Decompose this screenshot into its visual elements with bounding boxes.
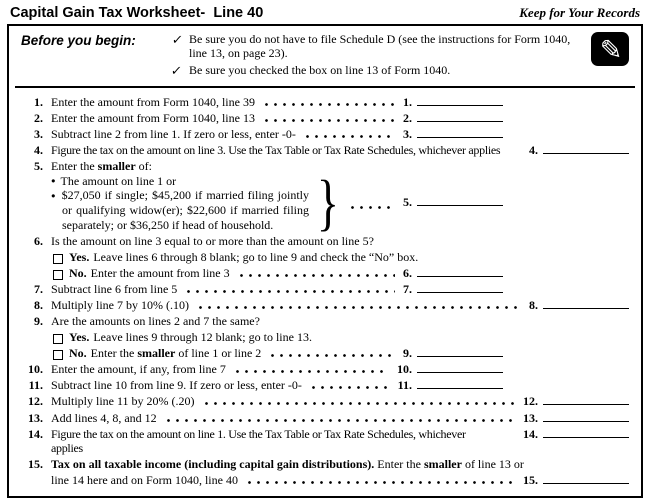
text-segment: Enter the <box>374 456 424 471</box>
answer-blank-12[interactable] <box>543 421 629 422</box>
answer-blank-13[interactable] <box>543 437 629 438</box>
answer-label: 1. <box>403 94 412 109</box>
text-segment: Leave lines 9 through 12 blank; go to line 13. <box>93 330 312 345</box>
worksheet-line-2 <box>17 112 631 126</box>
text-segment: Leave lines 6 through 8 blank; go to line 9 and check the “No” box. <box>93 249 419 264</box>
answer-label: 8. <box>529 297 538 312</box>
text-segment: Multiply line 11 by 20% (.20) <box>51 394 195 409</box>
text-segment: Enter the amount from Form 1040, line 13 <box>51 110 255 125</box>
line-text <box>51 379 302 393</box>
line-text-head <box>51 160 503 174</box>
answer-field <box>403 283 503 297</box>
answer-field <box>403 347 503 361</box>
line-number: 13. <box>28 410 43 425</box>
worksheet-box <box>7 24 643 498</box>
worksheet-line-4 <box>17 144 631 158</box>
answer-field <box>398 379 503 393</box>
worksheet-line-8 <box>17 299 631 313</box>
answer-label: 13. <box>523 410 538 425</box>
text-segment: Subtract line 10 from line 9. If zero or less, enter -0- <box>51 378 302 393</box>
text-segment: Enter the <box>90 346 138 361</box>
text-segment: Enter the amount from line 3 <box>90 265 230 280</box>
answer-label: 2. <box>403 110 412 125</box>
answer-blank-0[interactable] <box>417 105 503 106</box>
worksheet-line-6-option-no <box>17 267 631 281</box>
dot-leader <box>265 103 395 106</box>
text-segment: Figure the tax on the amount on line 1. Use the Tax Table or Tax Rate Schedules, whichever applies <box>51 426 466 455</box>
text-segment: Is the amount on line 3 equal to or more than the amount on line 5? <box>51 233 374 248</box>
answer-field <box>403 96 503 110</box>
line-text <box>51 363 226 377</box>
line-text <box>51 283 177 297</box>
text-segment: of line 13 or <box>461 456 524 471</box>
worksheet-line-15-continued <box>17 474 631 488</box>
dot-leader <box>236 370 389 373</box>
worksheet-line-5 <box>17 160 631 232</box>
answer-field <box>523 428 629 442</box>
text-segment: line 14 here and on Form 1040, line 40 <box>51 472 238 487</box>
worksheet-line-1 <box>17 96 631 110</box>
answer-field <box>529 299 629 313</box>
line-text <box>51 428 499 456</box>
line-number: 14. <box>28 426 43 441</box>
dot-leader <box>205 402 515 405</box>
dot-leader <box>510 151 521 154</box>
checkbox-worksheet-line-6-0[interactable] <box>53 254 63 264</box>
header <box>10 5 640 21</box>
answer-field <box>523 395 629 409</box>
answer-blank-2[interactable] <box>417 137 503 138</box>
svg-text:✎: ✎ <box>599 35 623 66</box>
line-text <box>51 315 260 329</box>
text-segment: Subtract line 2 from line 1. If zero or less, enter -0- <box>51 126 296 141</box>
answer-field <box>397 363 503 377</box>
text-segment: Are the amounts on lines 2 and 7 the same? <box>51 314 260 328</box>
line-number: 12. <box>28 394 43 409</box>
text-segment: of: <box>135 158 152 173</box>
text-segment: Enter the <box>51 158 98 173</box>
instruction-item <box>171 63 579 79</box>
answer-blank-14[interactable] <box>543 483 629 484</box>
bullet-item: ● The amount on line 1 or <box>51 174 309 189</box>
option-prefix: No. <box>69 346 87 361</box>
line-number: 3. <box>34 126 43 141</box>
option-text <box>91 267 230 281</box>
answer-label: 6. <box>403 265 412 280</box>
text-segment: Multiply line 7 by 10% (.10) <box>51 297 189 312</box>
instruction-list <box>171 32 579 80</box>
text-segment: Figure the tax on the amount on line 3. Use the Tax Table or Tax Rate Schedules, whichever applies <box>51 142 501 157</box>
answer-blank-7[interactable] <box>543 308 629 309</box>
line-number: 6. <box>34 233 43 248</box>
instruction-item <box>171 32 579 61</box>
line-number: 11. <box>28 378 43 393</box>
line-text-continued <box>51 474 238 488</box>
text-segment: of line 1 or line 2 <box>175 346 262 361</box>
text-segment: Enter the amount, if any, from line 7 <box>51 362 226 377</box>
pencil-icon <box>587 32 633 80</box>
option-text <box>93 331 312 345</box>
dot-leader <box>240 274 395 277</box>
answer-blank-8-1[interactable] <box>417 356 503 357</box>
check-icon: ✓ <box>169 62 184 78</box>
line-number: 4. <box>34 142 43 157</box>
dot-leader <box>248 481 515 484</box>
dot-leader <box>351 206 395 209</box>
worksheet-line-9 <box>17 315 631 329</box>
answer-label: 14. <box>523 426 538 441</box>
answer-blank-9[interactable] <box>417 372 503 373</box>
check-icon: ✓ <box>170 32 184 47</box>
line-number: 1. <box>34 94 43 109</box>
answer-label: 7. <box>403 281 412 296</box>
worksheet-line-12 <box>17 395 631 409</box>
checkbox-worksheet-line-9-0[interactable] <box>53 334 63 344</box>
answer-field <box>523 474 629 488</box>
line-text <box>51 395 195 409</box>
answer-blank-11[interactable] <box>543 404 629 405</box>
line-text <box>51 112 255 126</box>
bullet-list <box>51 174 309 233</box>
answer-field <box>523 412 629 426</box>
text-segment: Enter the amount from Form 1040, line 39 <box>51 94 255 109</box>
dot-leader <box>187 290 395 293</box>
answer-blank-4[interactable] <box>417 205 503 206</box>
worksheet-line-15 <box>17 458 631 472</box>
answer-label: 15. <box>523 472 538 487</box>
option-prefix: Yes. <box>69 330 90 345</box>
worksheet-line-7 <box>17 283 631 297</box>
option-text <box>93 251 418 265</box>
bullet-item: ● $27,050 if single; $45,200 if married filing jointly or qualifying widow(er); $22,600 if married filing separately; or $36,250 if head of household. <box>51 188 309 232</box>
line-text <box>51 412 157 426</box>
dot-leader <box>312 386 390 389</box>
answer-blank-6[interactable] <box>417 292 503 293</box>
text-segment: Add lines 4, 8, and 12 <box>51 410 157 425</box>
checkbox-worksheet-line-6-1[interactable] <box>53 270 63 280</box>
line-number: 5. <box>34 158 43 173</box>
dot-leader <box>509 435 515 438</box>
answer-field <box>403 196 503 210</box>
dot-leader <box>306 135 395 138</box>
answer-blank-10[interactable] <box>417 388 503 389</box>
text-segment: smaller <box>97 158 136 173</box>
dot-leader <box>167 419 515 422</box>
instruction-text: Be sure you do not have to file Schedule D (see the instructions for Form 1040, line 13, on page 23). <box>189 32 571 61</box>
line-number: 9. <box>34 314 43 328</box>
line-number: 7. <box>34 281 43 296</box>
answer-blank-5-1[interactable] <box>417 276 503 277</box>
answer-blank-3[interactable] <box>543 153 629 154</box>
before-you-begin-label: Before you begin: <box>21 33 136 48</box>
answer-field <box>403 112 503 126</box>
worksheet-rows <box>9 88 641 495</box>
line-text <box>51 128 296 142</box>
answer-label: 9. <box>403 346 412 361</box>
option-text <box>91 347 262 361</box>
worksheet-line-13 <box>17 412 631 426</box>
answer-label: 12. <box>523 394 538 409</box>
answer-label: 4. <box>529 142 538 157</box>
before-you-begin <box>9 26 641 84</box>
answer-label: 11. <box>397 378 412 393</box>
line-text <box>51 299 189 313</box>
dot-leader <box>265 119 395 122</box>
line-number: 8. <box>34 297 43 312</box>
answer-label: 3. <box>403 126 412 141</box>
instruction-text: Be sure you checked the box on line 13 of Form 1040. <box>189 62 451 77</box>
page-title: Capital Gain Tax Worksheet- Line 40 <box>10 5 264 21</box>
checkbox-worksheet-line-9-1[interactable] <box>53 350 63 360</box>
line-text <box>51 458 524 472</box>
answer-field <box>403 128 503 142</box>
text-segment: Tax on all taxable income (including capital gain distributions). <box>51 456 375 471</box>
worksheet-line-3 <box>17 128 631 142</box>
dot-leader <box>271 354 395 357</box>
text-segment: smaller <box>137 346 176 361</box>
line-number: 2. <box>34 110 43 125</box>
worksheet-line-9-option-no <box>17 347 631 361</box>
worksheet-line-9-option-yes <box>17 331 631 345</box>
answer-field <box>529 144 629 158</box>
option-prefix: Yes. <box>69 249 90 264</box>
records-note: Keep for Your Records <box>519 5 640 20</box>
worksheet-line-14 <box>17 428 631 456</box>
answer-blank-1[interactable] <box>417 121 503 122</box>
text-segment: smaller <box>423 456 462 471</box>
worksheet-line-6-option-yes <box>17 251 631 265</box>
worksheet-line-10 <box>17 363 631 377</box>
dot-leader <box>199 306 521 309</box>
option-prefix: No. <box>69 265 87 280</box>
line-number: 15. <box>28 456 43 471</box>
line-text <box>51 160 503 232</box>
text-segment: Subtract line 6 from line 5 <box>51 281 178 296</box>
line-text <box>51 144 500 158</box>
line-number: 10. <box>28 362 43 377</box>
choice-body <box>51 174 503 233</box>
answer-field <box>403 267 503 281</box>
answer-label: 10. <box>397 362 412 377</box>
line-text <box>51 96 255 110</box>
answer-label: 5. <box>403 195 412 210</box>
worksheet-line-11 <box>17 379 631 393</box>
